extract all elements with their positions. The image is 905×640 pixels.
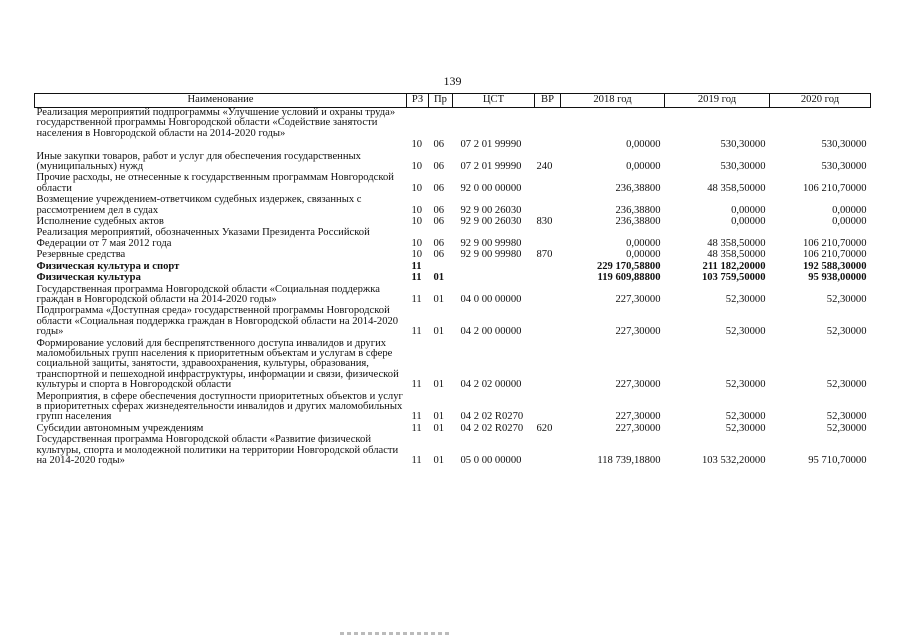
row-pr: 01: [433, 411, 445, 423]
row-rz: 10: [411, 161, 423, 173]
row-pr: 06: [433, 204, 445, 216]
row-name: Резервные средства: [36, 249, 126, 261]
table-row: [35, 392, 871, 424]
column-header-2018: 2018 год: [561, 94, 665, 108]
scan-artifact: [340, 632, 450, 635]
row-vr: [535, 306, 561, 338]
row-value-2018: 236,38800: [615, 216, 661, 228]
row-value-2019: 103 532,20000: [701, 455, 766, 466]
table-body: [35, 108, 871, 468]
table-row: [35, 435, 871, 467]
row-pr: 06: [433, 139, 445, 151]
row-name: Иные закупки товаров, работ и услуг для обеспечения государственных (муниципальных) нужд: [36, 150, 361, 173]
row-cst: 07 2 01 99990: [460, 139, 522, 151]
budget-table: [34, 93, 871, 467]
row-rz: 11: [411, 379, 422, 391]
row-name: Государственная программа Новгородской области «Развитие физической культуры, спорта и молодежной политики на территории Новгородской области на 2014-2020 годы»: [36, 434, 399, 466]
row-value-2020: 52,30000: [826, 422, 867, 434]
row-value-2020: 530,30000: [821, 161, 867, 173]
row-value-2020: 95 938,00000: [808, 272, 867, 284]
row-name: Прочие расходы, не отнесенные к государственным программам Новгородской области: [36, 172, 394, 194]
row-rz: 11: [411, 260, 422, 272]
row-rz: 11: [411, 272, 422, 284]
row-rz: 10: [411, 237, 423, 249]
row-value-2019: 530,30000: [720, 161, 766, 173]
row-vr: [535, 262, 561, 273]
table-header-row: [35, 94, 871, 108]
row-rz: 11: [411, 455, 422, 466]
row-pr: 06: [433, 249, 445, 261]
row-name: Формирование условий для беспрепятственного доступа инвалидов и других маломобильных групп населения к приоритетным объектам и услугам в сфере социальной защиты, занятости, здравоохранения, культуры, образования, транспортной и пешеходной инфраструктуры, информации и связи, физической культуры и спорта в Новгородской области: [36, 337, 399, 391]
row-cst: 92 9 00 99980: [460, 237, 522, 249]
row-name: Мероприятия, в сфере обеспечения доступности приоритетных объектов и услуг в приоритетных сферах жизнедеятельности инвалидов и других маломобильных групп населения: [36, 390, 403, 423]
row-pr: 01: [433, 422, 445, 434]
table-row: [35, 195, 871, 217]
row-name: Физическая культура и спорт: [36, 260, 180, 272]
table-row: [35, 228, 871, 250]
row-name: Реализация мероприятий подпрограммы «Улучшение условий и охраны труда» государственной программы Новгородской области «Содействие занятости населения в Новгородской области на 2014-2020 годы»: [36, 107, 396, 139]
row-cst: 92 9 00 26030: [460, 216, 522, 228]
row-pr: 01: [433, 455, 445, 466]
row-value-2019: 52,30000: [725, 411, 766, 423]
row-value-2020: 52,30000: [826, 379, 867, 391]
row-value-2020: 52,30000: [826, 411, 867, 423]
row-value-2020: 0,00000: [832, 204, 867, 216]
column-header-2020: 2020 год: [770, 94, 871, 108]
row-rz: 11: [411, 293, 422, 305]
row-cst: 92 9 00 26030: [460, 204, 522, 216]
table-row: [35, 285, 871, 307]
row-name: Подпрограмма «Доступная среда» государственной программы Новгородской области «Социальная поддержка граждан в Новгородской области на 2014-2020 годы»: [36, 305, 399, 338]
row-pr: 01: [433, 272, 445, 284]
row-value-2018: 227,30000: [615, 379, 661, 391]
row-value-2020: 106 210,70000: [802, 249, 867, 261]
row-pr: 06: [433, 182, 445, 194]
row-value-2018: 227,30000: [615, 326, 661, 338]
column-header-cst: ЦСТ: [453, 94, 535, 108]
row-rz: 10: [411, 249, 423, 261]
row-value-2019: 0,00000: [731, 204, 766, 216]
row-value-2020: 192 588,30000: [802, 260, 867, 272]
row-vr: 870: [536, 249, 553, 261]
row-value-2018: 236,38800: [615, 204, 661, 216]
row-value-2020: 52,30000: [826, 326, 867, 338]
row-value-2018: 0,00000: [626, 249, 661, 261]
row-pr: 01: [433, 326, 445, 338]
row-vr: [535, 392, 561, 424]
row-name: Субсидии автономным учреждениям: [36, 422, 204, 434]
row-value-2018: 236,38800: [615, 182, 661, 194]
row-name: Реализация мероприятий, обозначенных Указами Президента Российской Федерации от 7 мая 2012 года: [36, 227, 370, 249]
row-name: Возмещение учреждением-ответчиком судебных издержек, связанных с рассмотрением дел в судах: [36, 194, 362, 216]
column-header-name: Наименование: [35, 94, 407, 108]
row-value-2020: 530,30000: [821, 139, 867, 151]
row-value-2019: [665, 108, 770, 141]
column-header-2019: 2019 год: [665, 94, 770, 108]
row-pr: 06: [433, 216, 445, 228]
column-header-pr: Пр: [429, 94, 453, 108]
row-cst: 04 2 02 R0270: [460, 422, 524, 434]
row-rz: 10: [411, 139, 423, 151]
row-cst: [453, 262, 535, 273]
row-cst: 04 2 02 00000: [460, 379, 522, 391]
row-value-2020: 0,00000: [832, 216, 867, 228]
table-row: [35, 173, 871, 195]
row-value-2019: 530,30000: [720, 139, 766, 151]
row-vr: [535, 285, 561, 307]
row-value-2019: 48 358,50000: [707, 237, 766, 249]
row-value-2020: 52,30000: [826, 293, 867, 305]
row-value-2018: 119 609,88800: [597, 272, 661, 284]
row-vr: [535, 173, 561, 195]
page-number: 139: [443, 74, 462, 88]
row-name: Государственная программа Новгородской области «Социальная поддержка граждан в Новгородской области на 2014-2020 годы»: [36, 283, 380, 305]
table-row: [35, 140, 871, 151]
row-value-2020: 95 710,70000: [808, 455, 867, 466]
row-value-2019: 52,30000: [725, 379, 766, 391]
table-row: [35, 306, 871, 338]
row-value-2019: 52,30000: [725, 326, 766, 338]
row-cst: 05 0 00 00000: [460, 455, 522, 466]
table-row: [35, 108, 871, 141]
row-rz: [407, 108, 429, 141]
row-vr: [535, 195, 561, 217]
row-vr: [535, 140, 561, 151]
row-rz: 10: [411, 204, 423, 216]
row-pr: [429, 108, 453, 141]
row-pr: 06: [433, 161, 445, 173]
row-vr: 620: [536, 422, 553, 434]
row-value-2018: 0,00000: [626, 139, 661, 151]
row-rz: 11: [411, 411, 422, 423]
row-rz: 10: [411, 182, 423, 194]
row-pr: 06: [433, 237, 445, 249]
row-value-2019: 48 358,50000: [707, 182, 766, 194]
column-header-vr: ВР: [535, 94, 561, 108]
row-cst: [453, 273, 535, 284]
row-vr: 240: [536, 161, 553, 173]
row-value-2019: 211 182,20000: [702, 260, 766, 272]
row-pr: 01: [433, 379, 445, 391]
row-value-2020: 106 210,70000: [802, 237, 867, 249]
row-value-2019: 48 358,50000: [707, 249, 766, 261]
row-rz: 11: [411, 326, 422, 338]
row-value-2018: 0,00000: [626, 161, 661, 173]
row-cst: 92 9 00 99980: [460, 249, 522, 261]
table-row: [35, 250, 871, 261]
row-value-2019: 0,00000: [731, 216, 766, 228]
row-cst: 04 2 02 R0270: [460, 411, 524, 423]
row-cst: 92 0 00 00000: [460, 182, 522, 194]
row-cst: 07 2 01 99990: [460, 161, 522, 173]
row-value-2018: 227,30000: [615, 422, 661, 434]
row-value-2019: 103 759,50000: [701, 272, 766, 284]
column-header-rz: РЗ: [407, 94, 429, 108]
row-value-2019: 52,30000: [725, 293, 766, 305]
table-row: [35, 339, 871, 392]
row-pr: 01: [433, 293, 445, 305]
row-value-2018: 227,30000: [615, 293, 661, 305]
row-rz: 11: [411, 422, 422, 434]
row-cst: [453, 108, 535, 141]
row-value-2018: 229 170,58800: [596, 260, 661, 272]
row-name: Физическая культура: [36, 272, 141, 284]
row-vr: [535, 273, 561, 284]
row-value-2018: 227,30000: [615, 411, 661, 423]
row-cst: 04 2 00 00000: [460, 326, 522, 338]
row-vr: [535, 108, 561, 141]
row-vr: [535, 339, 561, 392]
row-value-2019: 52,30000: [725, 422, 766, 434]
table-row: [35, 273, 871, 284]
row-vr: 830: [536, 216, 553, 228]
row-value-2020: [770, 108, 871, 141]
row-name: Исполнение судебных актов: [36, 216, 164, 228]
table-row: [35, 152, 871, 174]
row-value-2018: 0,00000: [626, 237, 661, 249]
row-value-2018: 118 739,18800: [597, 455, 661, 466]
row-rz: 10: [411, 216, 423, 228]
row-cst: 04 0 00 00000: [460, 293, 522, 305]
row-value-2020: 106 210,70000: [802, 182, 867, 194]
row-vr: [535, 228, 561, 250]
row-name: [35, 140, 407, 151]
row-vr: [535, 435, 561, 467]
row-value-2018: [561, 108, 665, 141]
